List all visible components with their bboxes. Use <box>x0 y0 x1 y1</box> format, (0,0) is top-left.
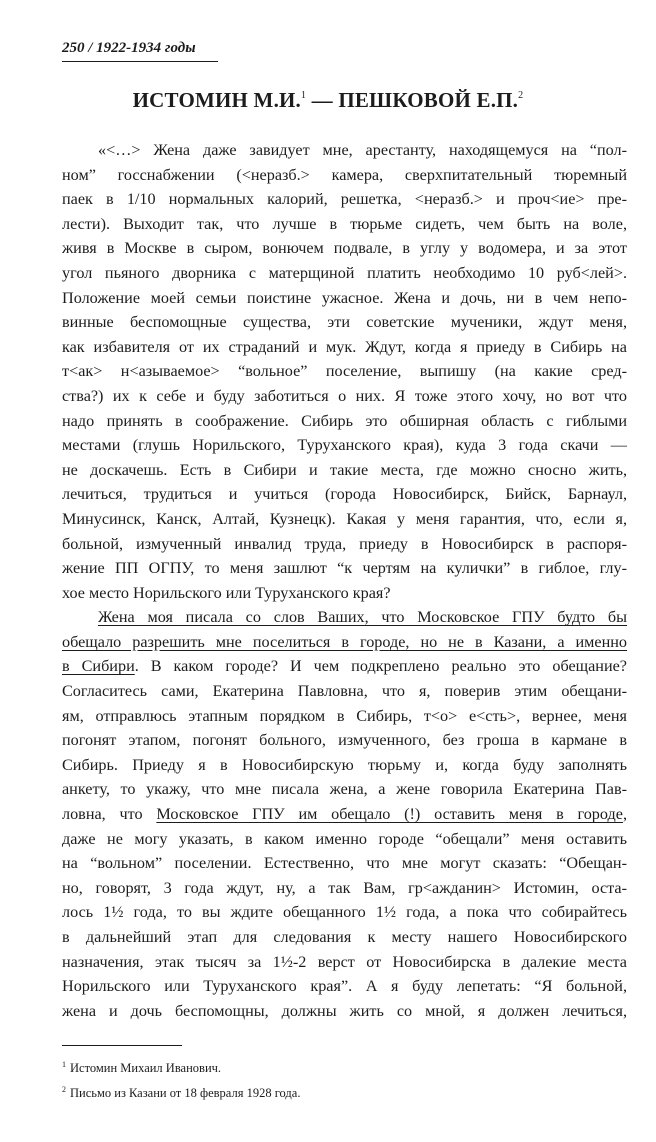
text-line <box>62 654 627 679</box>
text-line <box>62 900 627 925</box>
footnote-text: Истомин Михаил Иванович. <box>70 1061 222 1075</box>
text-line <box>62 187 627 212</box>
line-text: местами (глушь Норильского, Туруханского края), куда 3 года скачи — <box>62 436 627 455</box>
line-text: т<ак> н<азываемое> “вольное” поселение, выпишу (на какие сред- <box>62 362 627 381</box>
text-line <box>62 630 627 655</box>
text-line <box>62 605 627 630</box>
line-text: Положение моей семьи поистине ужасное. Жена и дочь, ни в чем непо- <box>62 288 627 307</box>
text-line <box>62 261 627 286</box>
line-text: в дальнейший этап для следования к месту нашего Новосибирского <box>62 928 627 946</box>
text-line <box>62 753 627 778</box>
text-line <box>62 433 627 458</box>
title-recipient: — ПЕШКОВОЙ Е.П. <box>306 88 519 112</box>
line-text: паек в 1/10 нормальных калорий, решетка, <неразб.> и проч<ие> пре- <box>62 190 627 209</box>
text-line <box>62 409 627 434</box>
line-text: ям, отправлюсь этапным порядком в Сибирь, т<о> е<сть>, вернее, меня <box>62 706 627 725</box>
text-line <box>62 974 627 999</box>
title-footnote-ref-2: 2 <box>518 90 524 101</box>
text-line <box>62 851 627 876</box>
title-main: ИСТОМИН М.И. <box>132 88 302 112</box>
line-text: Минусинск, Канск, Алтай, Кузнецк). Какая у меня гарантия, что, если я, <box>62 509 627 528</box>
line-text: угол пьяного дворника с матерщиной платить необходимо 10 руб<лей>. <box>62 263 627 282</box>
text-line <box>62 876 627 901</box>
text-line <box>62 777 627 802</box>
line-start: ловна, что <box>62 805 157 824</box>
text-line <box>62 482 627 507</box>
underlined-line-text: Жена моя писала со слов Ваших, что Московское ГПУ будто бы <box>98 608 627 627</box>
line-text: надо принять в соображение. Сибирь это обширная область с гиблыми <box>62 411 627 430</box>
text-line <box>62 286 627 311</box>
text-line <box>62 507 627 532</box>
line-text: назначения, этак тысяч за 1½-2 верст от Новосибирска в далекие места <box>62 952 627 971</box>
footnotes <box>62 1054 622 1104</box>
line-text: винные беспомощные существа, эти советские мученики, ждут меня, <box>62 313 627 332</box>
footnote <box>62 1054 622 1079</box>
text-line <box>62 581 627 606</box>
line-end: , <box>622 805 627 824</box>
letter-title <box>0 88 656 113</box>
text-line <box>62 532 627 557</box>
letter-body <box>62 138 627 1023</box>
text-line <box>62 458 627 483</box>
line-text: Норильского или Туруханского края”. А я буду лепетать: “Я больной, <box>62 977 627 996</box>
line-text: живя в Москве в сыром, вонючем подвале, в углу у водомера, и за этот <box>62 239 627 258</box>
line-text: даже не могу указать, в каком именно городе “обещали” меня оставить <box>62 829 627 848</box>
text-line <box>62 138 627 163</box>
text-line <box>62 802 627 827</box>
line-text: как избавителя от их страданий и мук. Ждут, когда я приеду в Сибирь на <box>62 337 627 356</box>
line-text: но, говорят, 3 года ждут, ну, а так Вам, гр<ажданин> Истомин, оста- <box>62 878 627 897</box>
underlined-phrase: Московское ГПУ им обещало (!) оставить меня в городе <box>156 805 623 824</box>
footnote-mark: 1 <box>62 1060 66 1069</box>
line-text: не доскачешь. Есть в Сибири и такие места, где можно сносно жить, <box>62 460 627 479</box>
line-text: ства?) их к себе и буду заботиться о них. Я тоже этого хочу, но вот что <box>62 386 627 405</box>
text-line <box>62 679 627 704</box>
text-line <box>62 925 627 950</box>
footnote-rule <box>62 1045 182 1046</box>
line-text: анкету, то укажу, что мне писала жена, а жене говорила Екатерина Пав- <box>62 780 627 799</box>
line-rest: . В каком городе? И чем подкреплено реально это обещание? <box>134 657 627 676</box>
footnote <box>62 1079 622 1104</box>
running-head: 250 / 1922-1934 годы <box>62 40 196 56</box>
text-line <box>62 950 627 975</box>
running-head-rule <box>62 61 218 62</box>
text-line <box>62 359 627 384</box>
underlined-line-text: обещало разрешить мне поселиться в городе, но не в Казани, а именно <box>62 632 627 651</box>
line-text: лось 1½ года, то вы ждите обещанного 1½ года, а пока что собирайтесь <box>62 903 627 922</box>
text-line <box>62 310 627 335</box>
line-text: Сибирь. Приеду я в Новосибирскую тюрьму и, когда буду заполнять <box>62 755 627 774</box>
line-text: хое место Норильского или Туруханского края? <box>62 583 391 602</box>
text-line <box>62 212 627 237</box>
text-line <box>62 384 627 409</box>
underlined-phrase: в Сибири <box>62 657 135 676</box>
text-line <box>62 163 627 188</box>
line-text: ном” госснабжении (<неразб.> камера, сверхпитательный тюремный <box>62 165 627 184</box>
footnote-mark: 2 <box>62 1085 66 1094</box>
line-text: лечиться, трудиться и учиться (города Новосибирск, Бийск, Барнаул, <box>62 485 627 504</box>
text-line <box>62 728 627 753</box>
text-line <box>62 335 627 360</box>
text-line <box>62 827 627 852</box>
text-line <box>62 236 627 261</box>
footnote-text: Письмо из Казани от 18 февраля 1928 года. <box>70 1086 301 1100</box>
line-text: на “вольном” поселении. Естественно, что мне могут сказать: “Обещан- <box>62 854 627 873</box>
text-line <box>62 704 627 729</box>
text-line <box>62 556 627 581</box>
title-footnote-ref-1: 1 <box>301 90 307 101</box>
line-text: «<…> Жена даже завидует мне, арестанту, находящемуся на “пол- <box>98 141 627 159</box>
line-text: больной, измученный инвалид труда, приеду в Новосибирск в распоря- <box>62 534 627 553</box>
text-line <box>62 999 627 1024</box>
line-text: лести). Выходит так, что лучше в тюрьме сидеть, чем быть на воле, <box>62 214 627 233</box>
line-text: жена и дочь беспомощны, должны жить со мной, я должен лечиться, <box>62 1001 627 1020</box>
line-text: погонят этапом, погонят больного, измученного, без гроша в кармане в <box>62 731 627 750</box>
line-text: Согласитесь сами, Екатерина Павловна, что я, поверив этим обещани- <box>62 682 627 701</box>
line-text: жение ПП ОГПУ, то меня зашлют “к чертям на кулички” в гиблое, глу- <box>62 559 627 578</box>
